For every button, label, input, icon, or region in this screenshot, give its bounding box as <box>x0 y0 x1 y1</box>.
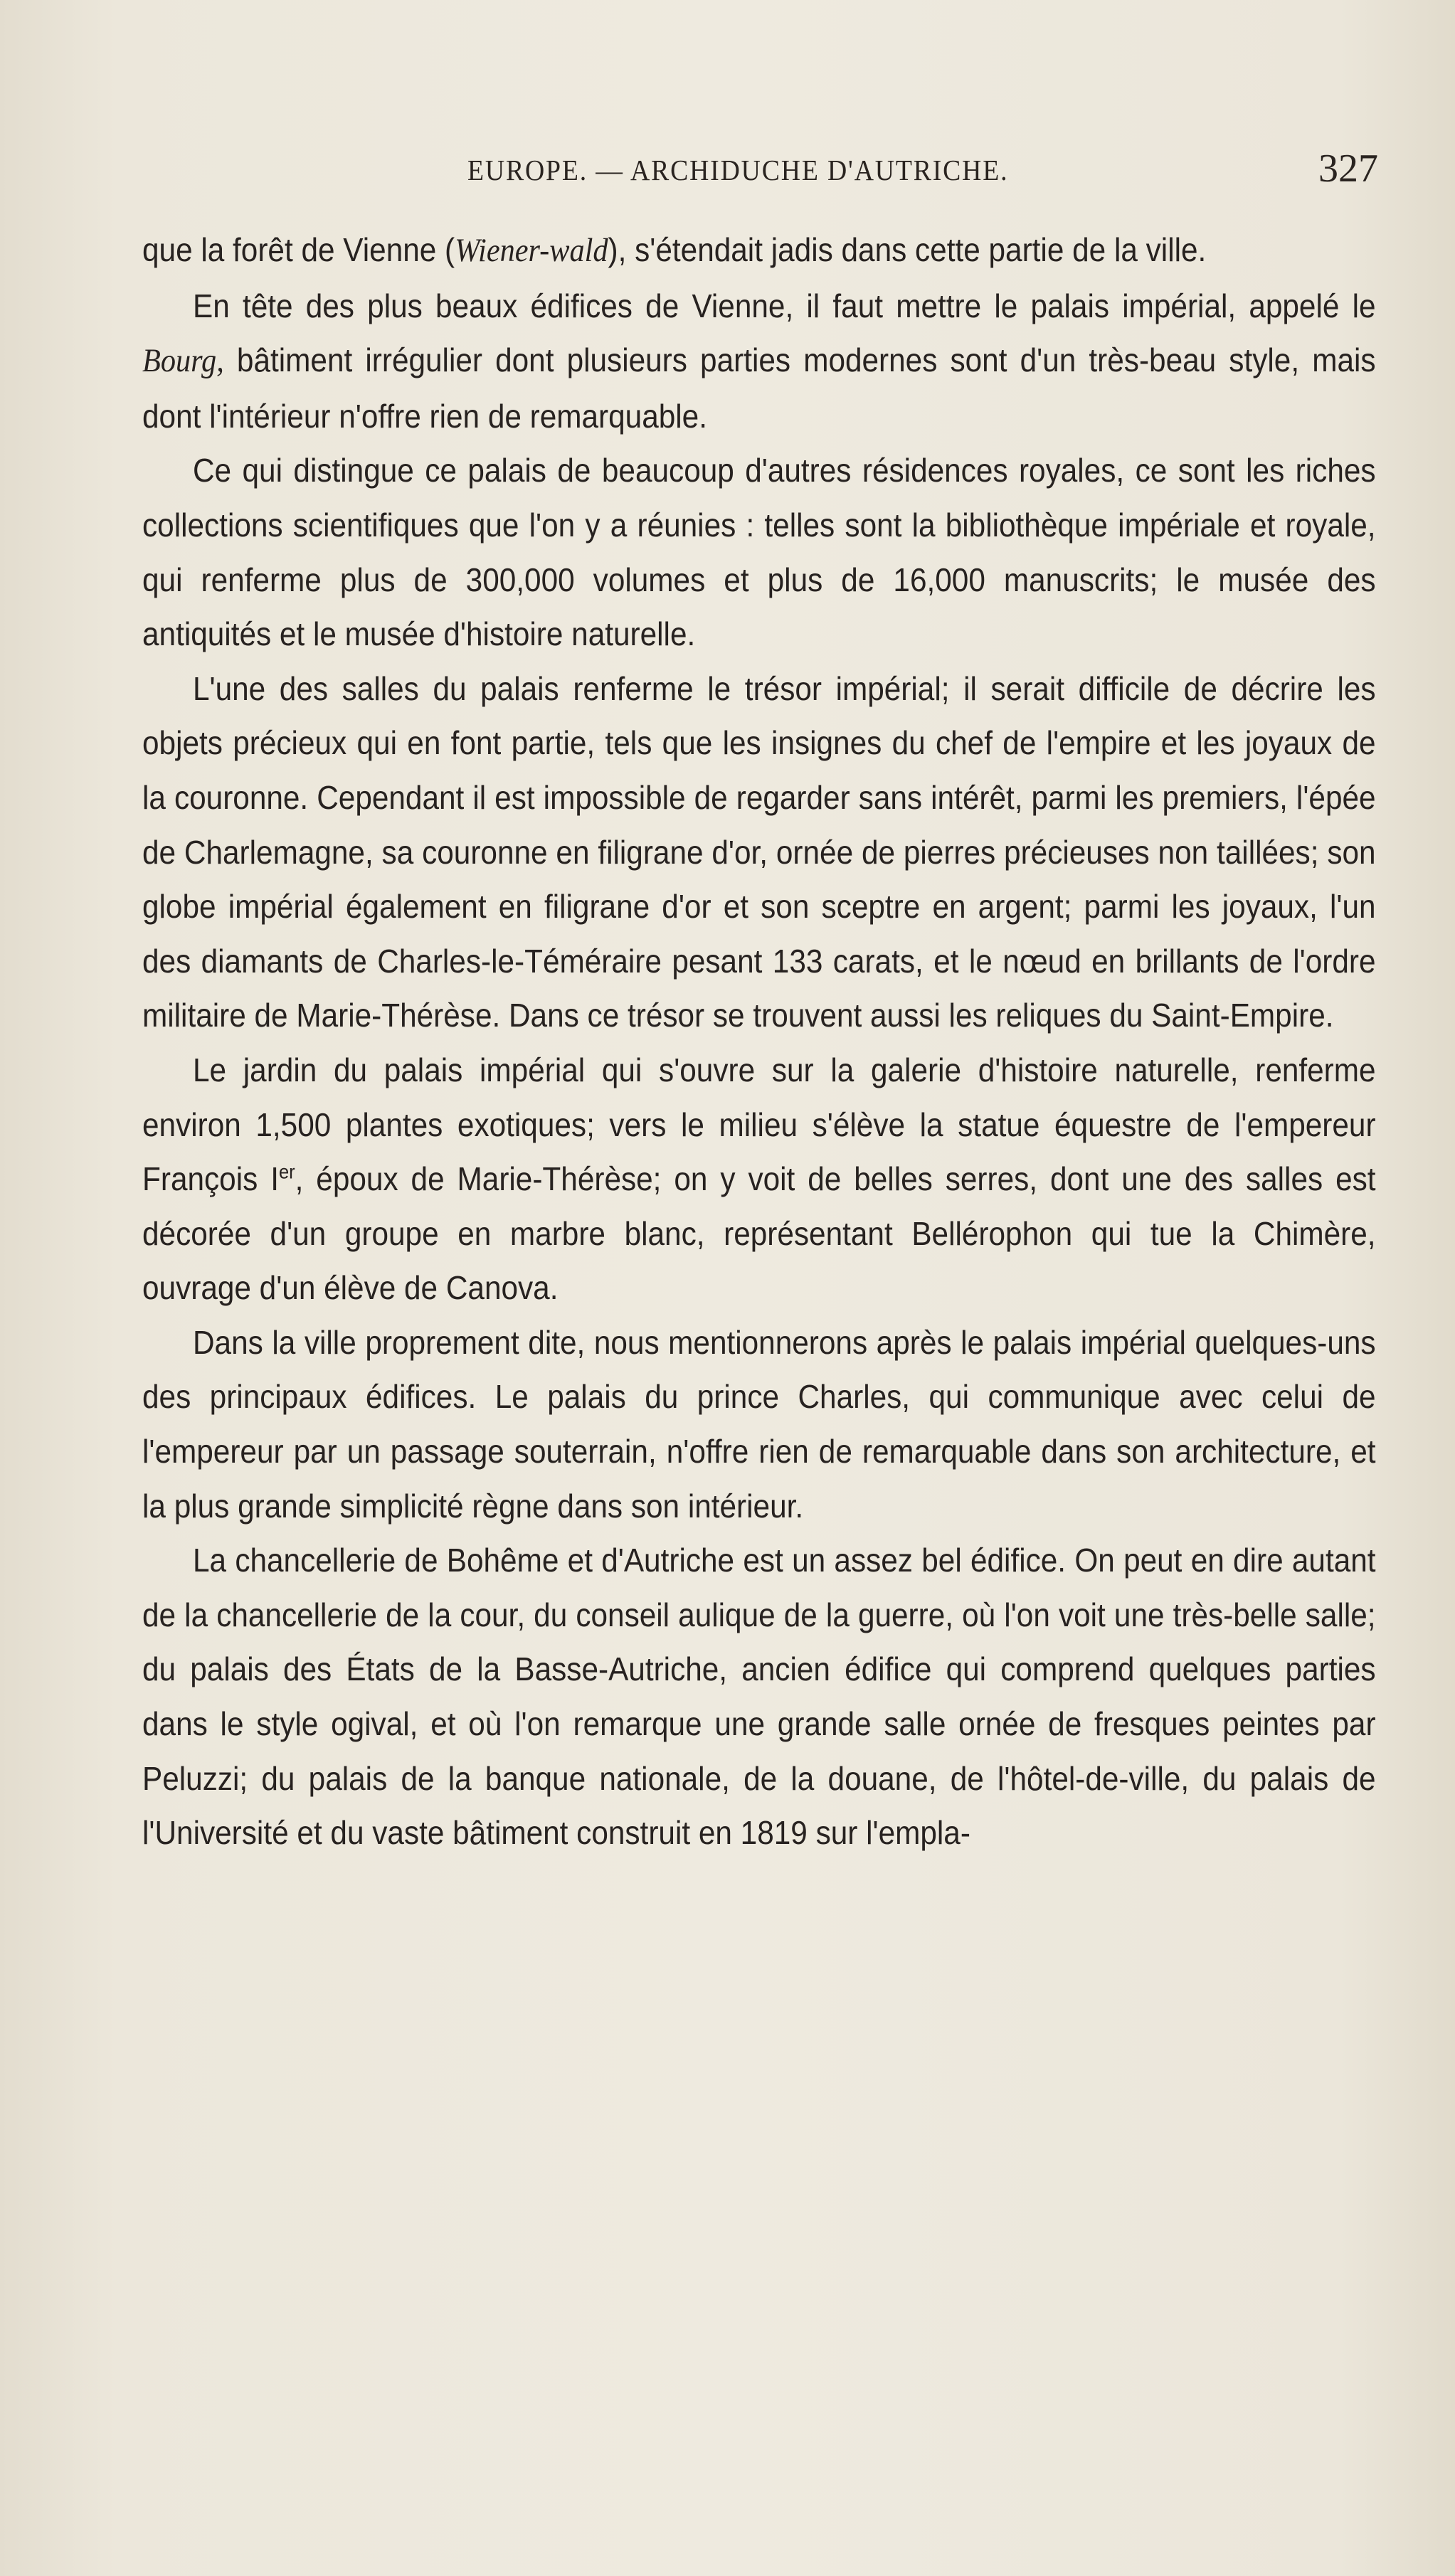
page-number: 327 <box>1318 147 1378 191</box>
paragraph-3: Ce qui distingue ce palais de beaucoup d'autres résidences royales, ce sont les riches collections scientifiques que l'on y a réunies : telles sont la bibliothèque impériale et royale, qui renferme plus de 300,000 volumes et plus de 16,000 manuscrits; le musée des antiquités et le musée d'histoire naturelle. <box>142 452 1376 653</box>
paragraph-7: La chancellerie de Bohême et d'Autriche est un assez bel édifice. On peut en dire autant de la chancellerie de la cour, du conseil aulique de la guerre, où l'on voit une très-belle salle; du palais des États de la Basse-Autriche, ancien édifice qui comprend quelques parties dans le style ogival, et où l'on remarque une grande salle ornée de fresques peintes par Peluzzi; du palais de la banque nationale, de la douane, de l'hôtel-de-ville, du palais de l'Université et du vaste bâtiment construit en 1819 sur l'empla- <box>142 1542 1376 1852</box>
page-header <box>140 146 1378 203</box>
paragraph-2: En tête des plus beaux édifices de Vienne, il faut mettre le palais impérial, appelé le Bourg, bâtiment irrégulier dont plusieurs parties modernes sont d'un très-beau style, mais dont l'intérieur n'offre rien de remarquable. <box>142 287 1376 435</box>
paragraph-6: Dans la ville proprement dite, nous mentionnerons après le palais impérial quelques-uns des principaux édifices. Le palais du prince Charles, qui communique avec celui de l'empereur par un passage souterrain, n'offre rien de remarquable dans son architecture, et la plus grande simplicité règne dans son intérieur. <box>142 1323 1376 1525</box>
running-title: EUROPE. — ARCHIDUCHE D'AUTRICHE. <box>467 154 1009 186</box>
paragraph-4: L'une des salles du palais renferme le trésor impérial; il serait difficile de décrire les objets précieux qui en font partie, tels que les insignes du chef de l'empire et les joyaux de la couronne. Cependant il est impossible de regarder sans intérêt, parmi les premiers, l'épée de Charlemagne, sa couronne en filigrane d'or, ornée de pierres précieuses non taillées; son globe impérial également en filigrane d'or et son sceptre en argent; parmi les joyaux, l'un des diamants de Charles-le-Téméraire pesant 133 carats, et le nœud en brillants de l'ordre militaire de Marie-Thérèse. Dans ce trésor se trouvent aussi les reliques du Saint-Empire. <box>142 669 1376 1034</box>
body-text <box>142 223 1376 1860</box>
italic-term: Wiener-wald <box>455 233 608 269</box>
paragraph-1: que la forêt de Vienne (Wiener-wald), s'étendait jadis dans cette partie de la ville. <box>142 231 1207 269</box>
superscript: er <box>278 1160 295 1183</box>
italic-term: Bourg, <box>142 343 224 380</box>
paragraph-5: Le jardin du palais impérial qui s'ouvre sur la galerie d'histoire naturelle, renferme environ 1,500 plantes exotiques; vers le milieu s'élève la statue équestre de l'empereur François Ier, époux de Marie-Thérèse; on y voit de belles serres, dont une des salles est décorée d'un groupe en marbre blanc, représentant Bellérophon qui tue la Chimère, ouvrage d'un élève de Canova. <box>142 1051 1376 1307</box>
